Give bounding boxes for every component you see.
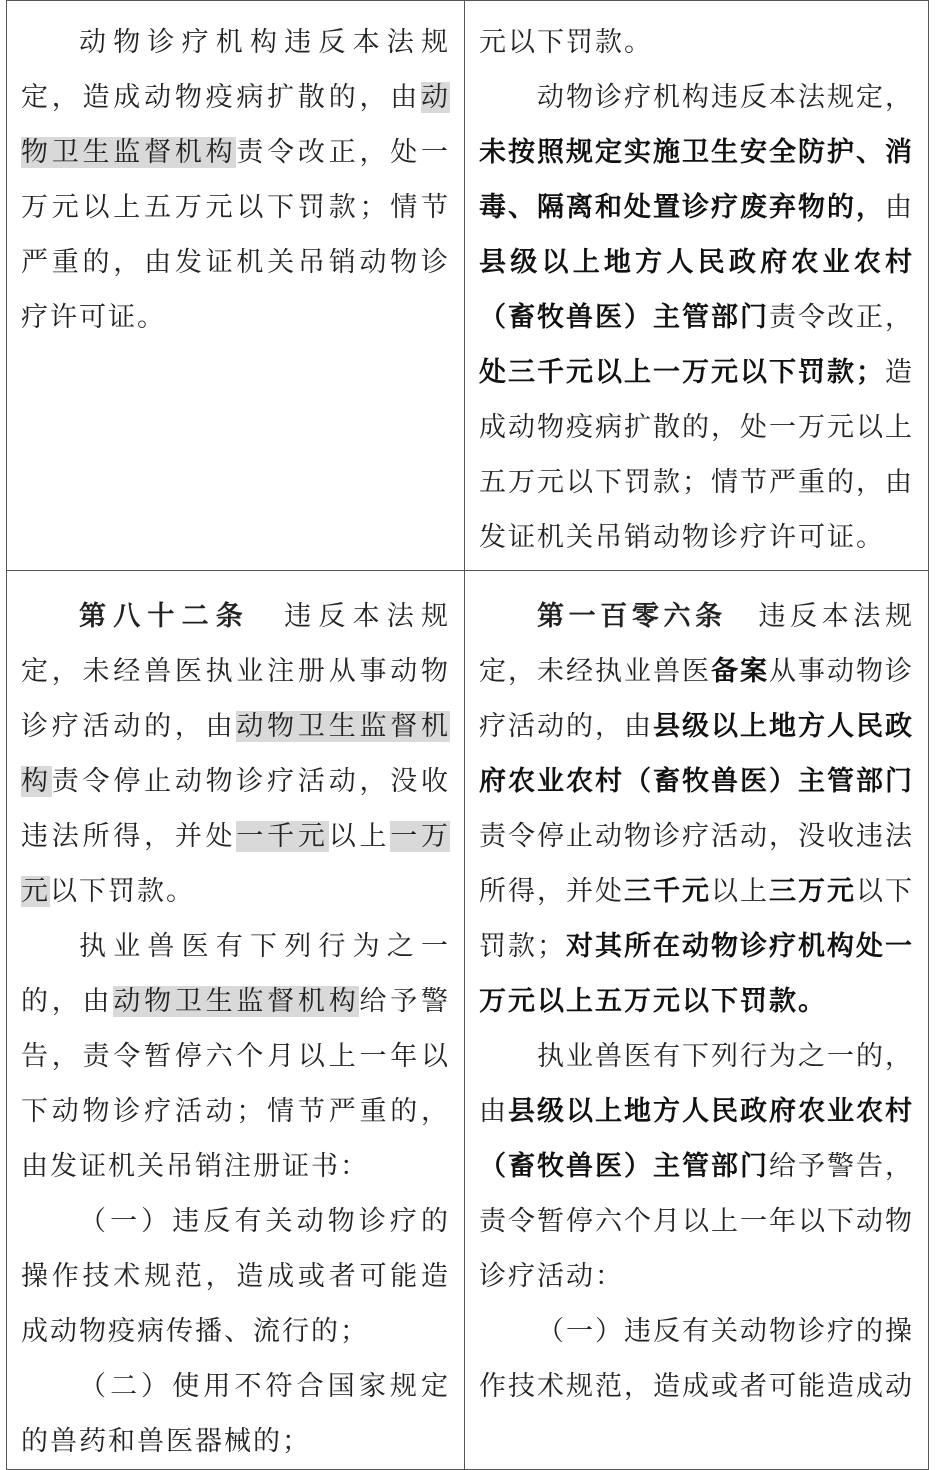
text-run: （二）使用不符合国家规定的兽药和兽医器械的； bbox=[21, 1371, 450, 1457]
bold-text: 未按照规定实施卫生安全防护、消毒、隔离和处置诊疗废弃物的， bbox=[479, 137, 914, 223]
new-law-paragraph bbox=[479, 70, 914, 565]
text-run: 以下罚款； bbox=[479, 876, 914, 962]
text-run: 动物诊疗机构违反本法规定，造成动物疫病扩散的，由 bbox=[21, 27, 450, 113]
old-law-cell bbox=[7, 571, 465, 1470]
article-text bbox=[479, 601, 914, 1017]
text-run: 给予警告，责令暂停六个月以上一年以下动物诊疗活动；情节严重的，由发证机关吊销注册证书： bbox=[21, 986, 451, 1182]
bold-text: 处三千元以上一万元以下罚款； bbox=[479, 357, 885, 388]
old-law-list-item bbox=[21, 1359, 450, 1469]
bold-text: 三万元 bbox=[769, 876, 856, 907]
old-law-paragraph bbox=[21, 919, 450, 1194]
new-law-article-paragraph bbox=[479, 589, 914, 1029]
text-run: 元以下罚款。 bbox=[479, 27, 653, 58]
highlighted-text: 动物卫生监督机构 bbox=[21, 711, 451, 797]
new-law-cell bbox=[465, 1, 929, 571]
new-law-cell bbox=[465, 571, 929, 1470]
text-run: 动物诊疗机构违反本法规定， bbox=[537, 82, 914, 113]
text-run: 责令停止动物诊疗活动，没收违法所得，并处 bbox=[479, 821, 914, 907]
bold-text: 三千元 bbox=[624, 876, 711, 907]
text-run: 以下罚款。 bbox=[50, 876, 195, 907]
text-run: 违反本法规定，未经兽医执业注册从事动物诊疗活动的，由 bbox=[21, 601, 450, 742]
text-run: 执业兽医有下列行为之一的，由 bbox=[479, 1041, 914, 1127]
text-run: （一）违反有关动物诊疗的操作技术规范，造成或者可能造成动 bbox=[479, 1316, 914, 1402]
new-law-list-item bbox=[479, 1304, 914, 1414]
table-row bbox=[7, 571, 929, 1470]
table-row bbox=[7, 1, 929, 571]
new-law-paragraph-continued bbox=[479, 15, 914, 70]
old-law-article-paragraph bbox=[21, 589, 450, 919]
text-run: 以上 bbox=[711, 876, 769, 907]
text-run: 以上 bbox=[328, 821, 391, 852]
article-number: 第一百零六条 bbox=[537, 601, 727, 632]
highlighted-text: 一千元 bbox=[236, 821, 329, 852]
text-run: 执业兽医有下列行为之一的，由 bbox=[21, 931, 450, 1017]
old-law-cell bbox=[7, 1, 465, 571]
old-law-paragraph bbox=[21, 15, 450, 345]
old-law-list-item bbox=[21, 1194, 450, 1359]
text-run: 责令改正，处一万元以上五万元以下罚款；情节严重的，由发证机关吊销动物诊疗许可证。 bbox=[21, 137, 451, 333]
article-text bbox=[21, 601, 450, 907]
text-run: 从事动物诊疗活动的，由 bbox=[479, 656, 914, 742]
bold-text: 对其所在动物诊疗机构处一万元以上五万元以下罚款。 bbox=[479, 931, 914, 1017]
text-run: 由 bbox=[885, 192, 914, 223]
text-run: 责令停止动物诊疗活动，没收违法所得，并处 bbox=[21, 766, 451, 852]
text-run: 责令改正， bbox=[769, 302, 914, 333]
law-comparison-table bbox=[6, 0, 929, 1470]
highlighted-text: 动物卫生监督机构 bbox=[21, 82, 450, 168]
highlighted-text: 动物卫生监督机构 bbox=[113, 986, 360, 1017]
text-run: （一）违反有关动物诊疗的操作技术规范，造成或者可能造成动物疫病传播、流行的； bbox=[21, 1206, 450, 1347]
bold-text: 县级以上地方人民政府农业农村（畜牧兽医）主管部门 bbox=[479, 247, 914, 333]
text-run: 违反本法规定，未经执业兽医 bbox=[479, 601, 915, 687]
bold-text: 备案 bbox=[711, 656, 769, 687]
text-run: 给予警告，责令暂停六个月以上一年以下动物诊疗活动： bbox=[479, 1151, 914, 1292]
bold-text: 县级以上地方人民政府农业农村（畜牧兽医）主管部门 bbox=[479, 711, 914, 797]
text-run: 造成动物疫病扩散的，处一万元以上五万元以下罚款；情节严重的，由发证机关吊销动物诊疗许可证。 bbox=[479, 357, 914, 553]
new-law-paragraph bbox=[479, 1029, 914, 1304]
bold-text: 县级以上地方人民政府农业农村（畜牧兽医）主管部门 bbox=[479, 1096, 914, 1182]
article-number: 第八十二条 bbox=[79, 601, 250, 632]
highlighted-text: 一万元 bbox=[21, 821, 451, 907]
